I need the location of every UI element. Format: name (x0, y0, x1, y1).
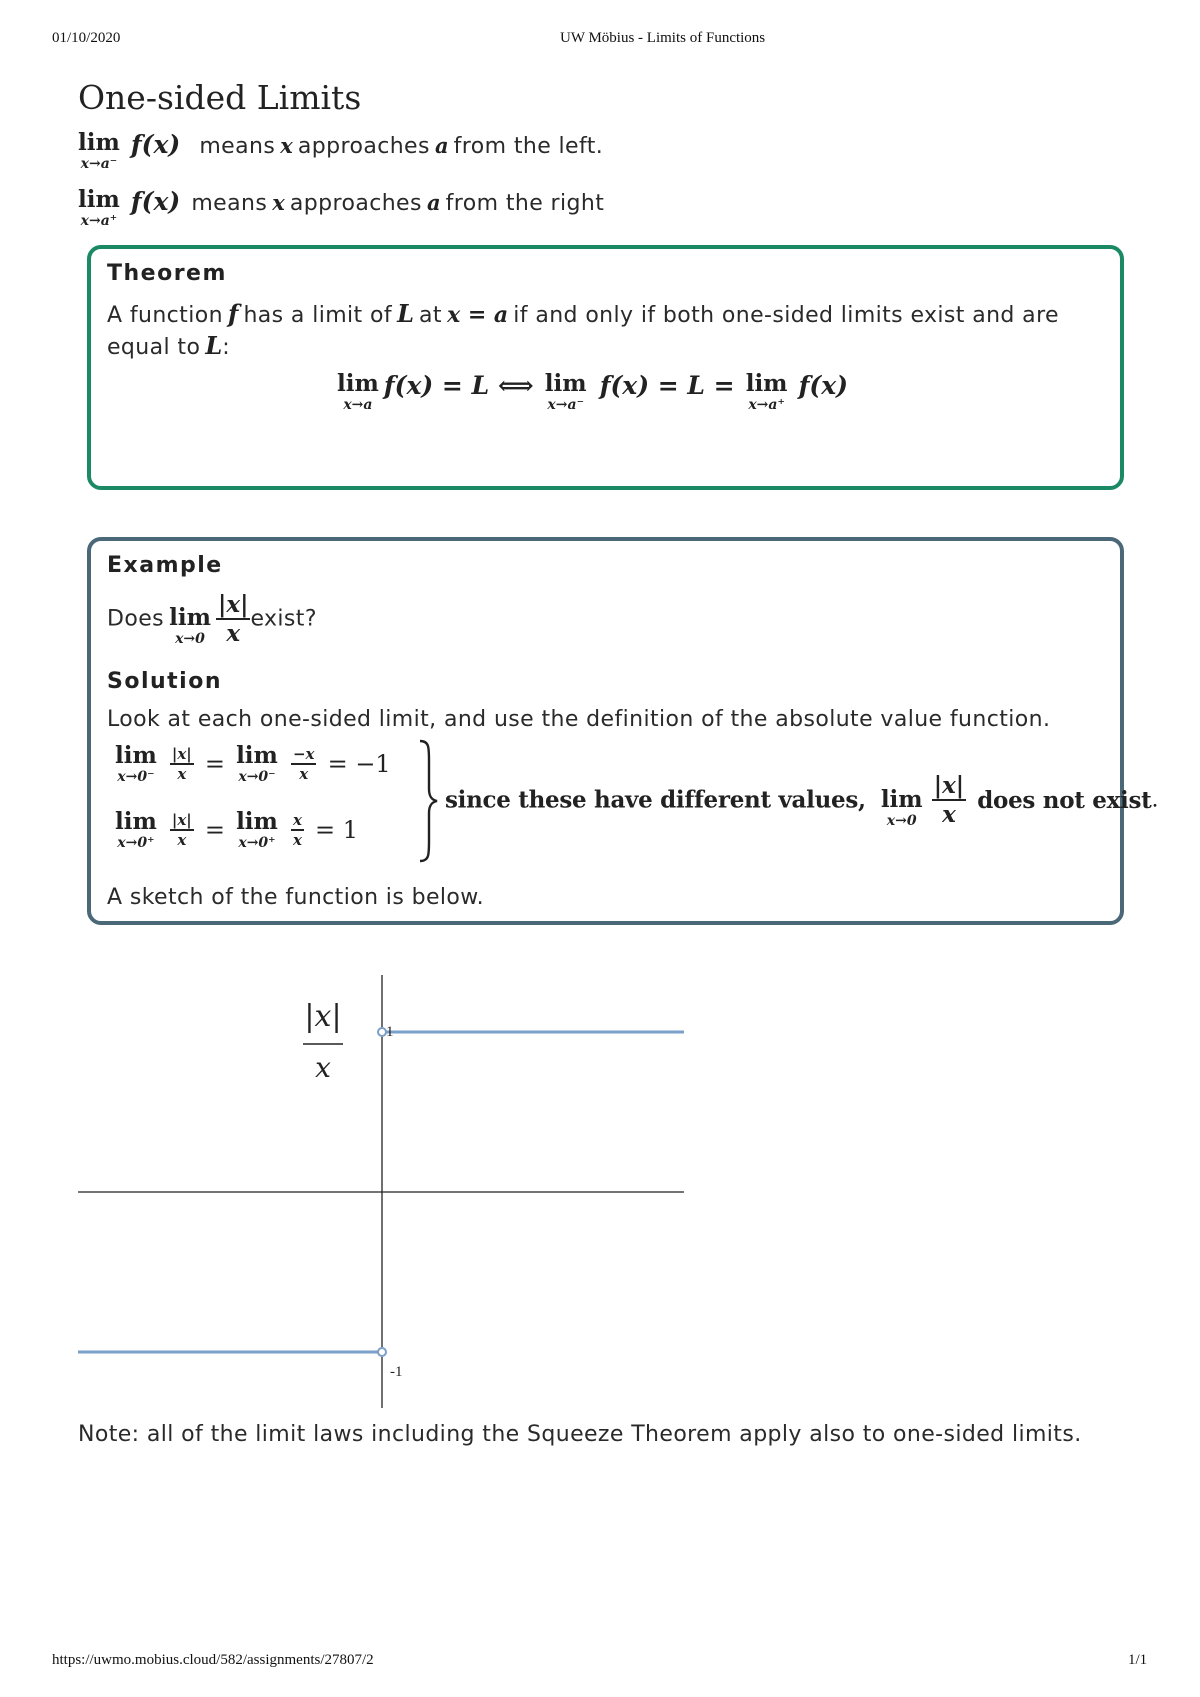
lim-word: lim (544, 370, 587, 397)
lim-word: lim (745, 370, 788, 397)
lim-word: lim (337, 370, 379, 397)
equals: = (204, 816, 225, 844)
def-left-text3: from the left. (453, 134, 604, 159)
lim-word: lim (169, 604, 211, 631)
formula-part: f(x) = L ⟺ (383, 371, 534, 400)
def-right-text2: approaches (289, 191, 422, 216)
abs-x-over-x (170, 811, 194, 849)
right-brace-icon (417, 739, 439, 863)
lim (337, 371, 379, 413)
def-left-text2: approaches (297, 134, 430, 159)
var-L: L (397, 299, 414, 328)
def-left-text1: means (199, 134, 276, 159)
def-right (78, 187, 604, 237)
period: . (1151, 787, 1159, 813)
lim-word: lim (78, 129, 120, 156)
formula-part: f(x) (798, 371, 848, 400)
example-box (87, 537, 1159, 925)
lim (545, 371, 587, 413)
lim (236, 809, 278, 851)
result: = 1 (315, 816, 359, 844)
limit-row-right (115, 809, 358, 851)
def-left (78, 130, 603, 180)
graph-label-numerator: |x| (304, 999, 342, 1034)
numerator: −x (292, 745, 315, 763)
lim (169, 605, 211, 647)
conclusion (445, 771, 1158, 829)
graph-label-denominator: x (315, 1051, 331, 1084)
lim-word: lim (880, 786, 923, 813)
numerator: x (292, 811, 302, 829)
fx: f(x) (130, 187, 181, 216)
numerator: |x| (171, 811, 192, 829)
neg-x-over-x (291, 745, 317, 783)
print-url[interactable]: https://uwmo.mobius.cloud/582/assignments/27807/2 (52, 1652, 374, 1668)
abs-x-over-x (932, 772, 966, 828)
denominator: x (177, 831, 187, 849)
limit-row-left (115, 743, 391, 785)
equals: = (204, 750, 225, 778)
lim-right (78, 187, 120, 229)
var-f: f (228, 299, 239, 328)
numerator: |x| (218, 591, 249, 618)
lim-sub: x→0⁺ (238, 835, 276, 851)
abs-x-over-x (170, 745, 194, 783)
lim-word: lim (115, 742, 157, 769)
denominator: x (942, 801, 956, 828)
x-equals-a: x = a (447, 302, 509, 328)
sketch-text: A sketch of the function is below. (107, 885, 485, 910)
theorem-text: : (222, 335, 231, 360)
lim-word: lim (236, 742, 278, 769)
theorem-box (87, 245, 1124, 490)
denominator: x (299, 765, 309, 783)
var-a: a (426, 190, 441, 215)
theorem-text: equal to (107, 335, 201, 360)
note: Note: all of the limit laws including the Squeeze Theorem apply also to one-sided limits. (78, 1422, 1082, 1447)
lim-sub: x→a⁻ (80, 156, 118, 172)
conclusion-text: since these have different values, (445, 786, 866, 814)
lim (236, 743, 278, 785)
var-L: L (205, 331, 223, 360)
denominator: x (177, 765, 187, 783)
page-number: 1/1 (1128, 1652, 1148, 1668)
fx: f(x) (130, 130, 181, 159)
solution-text: Look at each one-sided limit, and use the definition of the absolute value function. (107, 707, 1051, 732)
open-endpoint-1 (378, 1348, 386, 1356)
question-text: exist? (250, 606, 317, 632)
lim (115, 809, 157, 851)
lim-sub: x→0 (886, 813, 917, 829)
tick-label-top: 1 (386, 1024, 394, 1040)
function-graph (0, 960, 700, 1420)
lim-sub: x→a⁺ (748, 397, 785, 413)
theorem-line2 (107, 331, 230, 360)
lim (746, 371, 788, 413)
lim-sub: x→a (343, 397, 373, 413)
def-right-text1: means (191, 191, 268, 216)
theorem-title: Theorem (107, 261, 227, 286)
lim-word: lim (78, 186, 120, 213)
numerator: |x| (933, 772, 965, 799)
var-x: x (280, 133, 293, 158)
theorem-text: at (419, 303, 442, 328)
lim-sub: x→0 (175, 631, 205, 647)
def-right-text3: from the right (445, 191, 605, 216)
lim-sub: x→0⁻ (238, 769, 276, 785)
lim-sub: x→a⁺ (80, 213, 118, 229)
lim-sub: x→a⁻ (547, 397, 584, 413)
conclusion-text: does not exist (977, 786, 1152, 814)
lim-sub: x→0⁺ (117, 835, 155, 851)
formula-part: f(x) = L = (599, 371, 735, 400)
abs-x-over-x (216, 591, 250, 647)
theorem-formula (337, 371, 848, 413)
var-a: a (434, 133, 449, 158)
numerator: |x| (171, 745, 192, 763)
theorem-text: A function (107, 303, 223, 328)
print-title: UW Möbius - Limits of Functions (560, 30, 766, 46)
open-endpoint-2 (378, 1028, 386, 1036)
theorem-line1 (107, 299, 1059, 328)
lim-word: lim (115, 808, 157, 835)
denominator: x (292, 831, 302, 849)
theorem-text: if and only if both one-sided limits exist and are (513, 303, 1059, 328)
lim (881, 787, 923, 829)
lim-sub: x→0⁻ (117, 769, 155, 785)
page-title: One-sided Limits (78, 78, 362, 117)
example-question (107, 591, 317, 647)
theorem-text: has a limit of (243, 303, 392, 328)
lim (115, 743, 157, 785)
denominator: x (226, 620, 241, 647)
result: = −1 (327, 750, 391, 778)
print-date: 01/10/2020 (52, 30, 121, 46)
var-x: x (272, 190, 285, 215)
x-over-x (291, 811, 304, 849)
tick-label-bottom: -1 (390, 1364, 403, 1380)
example-title: Example (107, 553, 223, 578)
lim-left (78, 130, 120, 172)
solution-title: Solution (107, 669, 222, 694)
lim-word: lim (236, 808, 278, 835)
question-text: Does (107, 606, 164, 632)
